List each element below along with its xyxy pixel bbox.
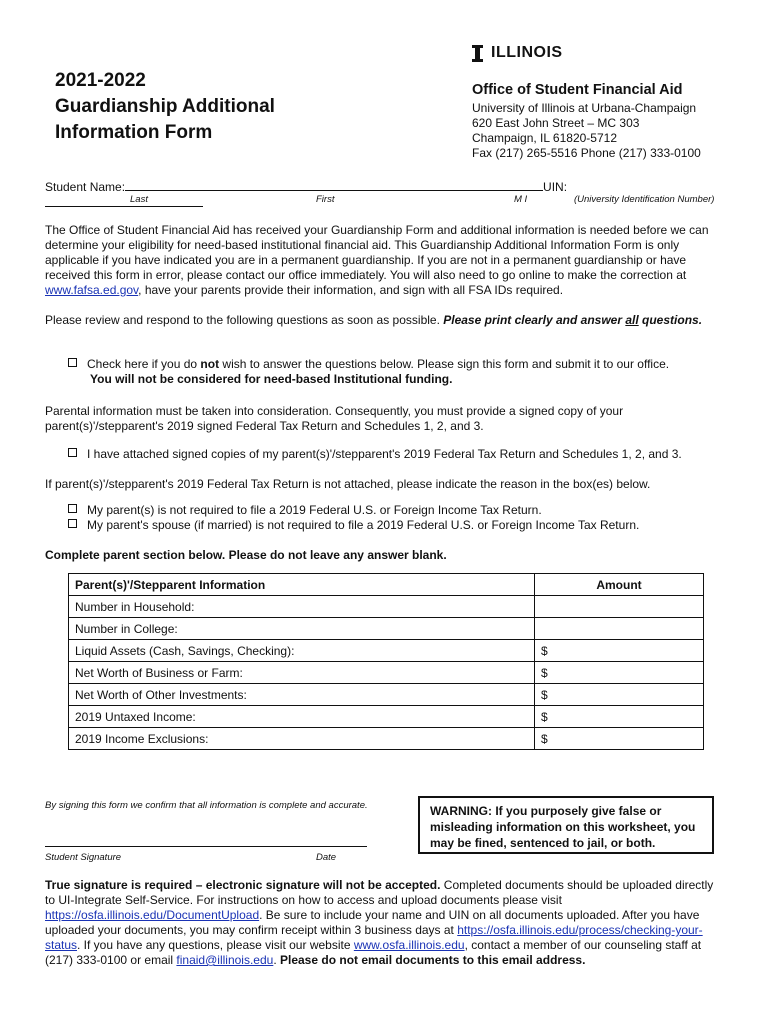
office-name: Office of Student Financial Aid bbox=[472, 82, 683, 98]
uin-field[interactable] bbox=[45, 194, 203, 207]
spouse-not-required-text: My parent's spouse (if married) is not required to file a 2019 Federal U.S. or Foreign Income Tax Return. bbox=[87, 518, 640, 532]
row-amount-input[interactable] bbox=[535, 596, 704, 618]
contact-line: Fax (217) 265-5516 Phone (217) 333-0100 bbox=[472, 146, 701, 160]
footer-text: Completed documents should be uploaded directly to UI-Integrate Self-Service. For instructions on how to access and upload documents please visit bbox=[45, 878, 714, 907]
illinois-logo bbox=[472, 44, 563, 62]
document-upload-link[interactable]: https://osfa.illinois.edu/DocumentUpload bbox=[45, 908, 260, 922]
table-row bbox=[69, 728, 704, 750]
table-row bbox=[69, 640, 704, 662]
parent-not-required-option bbox=[68, 503, 728, 518]
footer-text: . If you have any questions, please visit our website bbox=[77, 938, 354, 952]
spouse-not-required-checkbox[interactable] bbox=[68, 519, 77, 528]
block-i-icon bbox=[472, 45, 483, 62]
parent-info-table bbox=[68, 573, 704, 750]
opt-out-text: Check here if you do bbox=[87, 357, 201, 371]
review-bold-end: questions. bbox=[638, 313, 703, 327]
student-name-field[interactable] bbox=[125, 178, 543, 191]
row-label: Liquid Assets (Cash, Savings, Checking): bbox=[69, 640, 535, 662]
confirm-statement: By signing this form we confirm that all information is complete and accurate. bbox=[45, 800, 368, 811]
row-label: 2019 Untaxed Income: bbox=[69, 706, 535, 728]
intro-text-end: , have your parents provide their information, and sign with all FSA IDs required. bbox=[138, 283, 564, 297]
title-line2: Guardianship Additional bbox=[55, 96, 275, 117]
title-line3: Information Form bbox=[55, 122, 213, 143]
footer-email-warning: Please do not email documents to this email address. bbox=[280, 953, 586, 967]
attached-text: I have attached signed copies of my parent(s)'/stepparent's 2019 Federal Tax Return and Schedules 1, 2, and 3. bbox=[87, 447, 682, 461]
last-name-caption: Last bbox=[130, 194, 148, 205]
table-row bbox=[69, 662, 704, 684]
uin-caption: (University Identification Number) bbox=[574, 194, 715, 205]
form-title bbox=[55, 68, 275, 146]
first-name-caption: First bbox=[316, 194, 335, 205]
attached-option bbox=[68, 447, 728, 462]
finaid-email-link[interactable]: finaid@illinois.edu bbox=[176, 953, 274, 967]
warning-box: WARNING: If you purposely give false or misleading information on this worksheet, you may be fined, sentenced to jail, or both. bbox=[418, 796, 714, 854]
address-line2: 620 East John Street – MC 303 bbox=[472, 116, 640, 130]
opt-out-not: not bbox=[200, 357, 220, 371]
review-all: all bbox=[625, 313, 639, 327]
intro-paragraph bbox=[45, 223, 725, 298]
row-label: Number in College: bbox=[69, 618, 535, 640]
footer-text: , contact a member of our counseling staff at (217) 333-0100 or email bbox=[45, 938, 702, 967]
row-amount-input[interactable]: $ bbox=[535, 706, 704, 728]
address-line1: University of Illinois at Urbana-Champaign bbox=[472, 101, 697, 115]
osfa-website-link[interactable]: www.osfa.illinois.edu bbox=[353, 938, 465, 952]
row-label: Number in Household: bbox=[69, 596, 535, 618]
intro-text: The Office of Student Financial Aid has received your Guardianship Form and additional information is needed before we can determine your eligibility for need-based institutional financial aid. This Guardianship Additional Information Form is only applicable if you have indicated you are in a permanent guardianship. If you are not in a permanent guardianship or have received this form in error, please contact our office immediately. You will also need to go online to make the correction at bbox=[45, 223, 709, 282]
review-bold: Please print clearly and answer bbox=[443, 313, 626, 327]
row-label: Net Worth of Other Investments: bbox=[69, 684, 535, 706]
review-text: Please review and respond to the following questions as soon as possible. bbox=[45, 313, 444, 327]
row-amount-input[interactable]: $ bbox=[535, 640, 704, 662]
row-amount-input[interactable] bbox=[535, 618, 704, 640]
row-amount-input[interactable]: $ bbox=[535, 662, 704, 684]
table-row bbox=[69, 618, 704, 640]
not-attached-paragraph: If parent(s)'/stepparent's 2019 Federal Tax Return is not attached, please indicate the reason in the box(es) below. bbox=[45, 477, 651, 491]
opt-out-option bbox=[68, 357, 728, 387]
uin-label: UIN: bbox=[543, 180, 568, 194]
row-label: Net Worth of Business or Farm: bbox=[69, 662, 535, 684]
footer-signature-notice: True signature is required – electronic signature will not be accepted. bbox=[45, 878, 441, 892]
parental-paragraph: Parental information must be taken into consideration. Consequently, you must provide a signed copy of your parent(s)'/stepparent's 2019 signed Federal Tax Return and Schedules 1, 2, and 3. bbox=[45, 404, 624, 433]
footer-text: . bbox=[273, 953, 280, 967]
table-row bbox=[69, 596, 704, 618]
logo-text: ILLINOIS bbox=[491, 44, 563, 61]
mi-caption: M I bbox=[514, 194, 528, 205]
footer-paragraph bbox=[45, 878, 725, 968]
title-year: 2021-2022 bbox=[55, 70, 146, 91]
date-label: Date bbox=[316, 852, 337, 863]
review-instruction bbox=[45, 313, 725, 328]
table-row bbox=[69, 684, 704, 706]
header-amount: Amount bbox=[535, 574, 704, 596]
spouse-not-required-option bbox=[68, 518, 728, 533]
attached-checkbox[interactable] bbox=[68, 448, 77, 457]
row-amount-input[interactable]: $ bbox=[535, 728, 704, 750]
parent-not-required-text: My parent(s) is not required to file a 2019 Federal U.S. or Foreign Income Tax Return. bbox=[87, 503, 542, 517]
complete-parent-instruction: Complete parent section below. Please do not leave any answer blank. bbox=[45, 548, 447, 562]
table-row bbox=[69, 706, 704, 728]
student-name-label: Student Name: bbox=[45, 180, 126, 194]
table-header-row bbox=[69, 574, 704, 596]
row-label: 2019 Income Exclusions: bbox=[69, 728, 535, 750]
header-info: Parent(s)'/Stepparent Information bbox=[69, 574, 535, 596]
signature-line[interactable] bbox=[45, 846, 367, 847]
office-info bbox=[472, 82, 701, 161]
student-signature-label: Student Signature bbox=[45, 852, 122, 863]
checking-status-link[interactable]: https://osfa.illinois.edu/process/checking-your-status bbox=[45, 923, 703, 952]
fafsa-link[interactable]: www.fafsa.ed.gov bbox=[45, 283, 139, 297]
opt-out-checkbox[interactable] bbox=[68, 358, 77, 367]
opt-out-text-end: wish to answer the questions below. Please sign this form and submit it to our office. bbox=[219, 357, 670, 371]
footer-text: . Be sure to include your name and UIN on all documents uploaded. After you have uploaded your documents, you may confirm receipt within 3 business days at bbox=[45, 908, 700, 937]
opt-out-warning: You will not be considered for need-based Institutional funding. bbox=[90, 372, 453, 386]
parent-not-required-checkbox[interactable] bbox=[68, 504, 77, 513]
row-amount-input[interactable]: $ bbox=[535, 684, 704, 706]
address-line3: Champaign, IL 61820-5712 bbox=[472, 131, 617, 145]
